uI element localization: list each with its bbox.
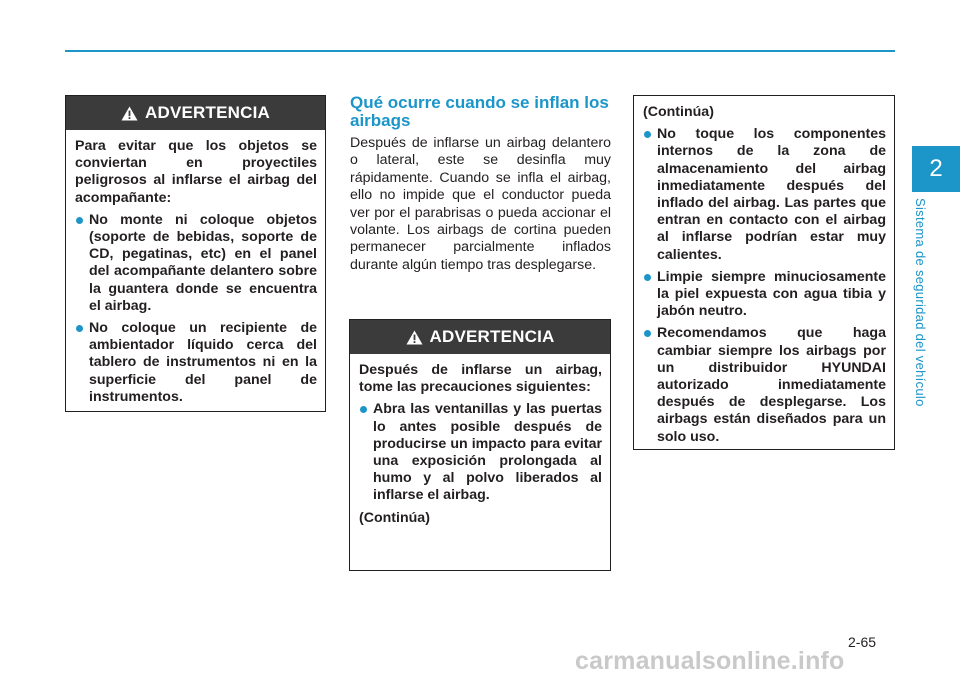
bullet-icon xyxy=(644,274,651,281)
warning-box-right xyxy=(633,95,895,450)
chapter-tab xyxy=(912,146,960,192)
warning-heading xyxy=(350,320,610,354)
bullet-icon xyxy=(644,131,651,138)
list-item xyxy=(643,126,886,264)
list-item xyxy=(359,401,602,504)
warning-body xyxy=(350,354,610,542)
page-number: 2-65 xyxy=(848,634,877,650)
list-item xyxy=(643,325,886,445)
list-item-text: No monte ni coloque objetos (soporte de bebidas, soporte de CD, pegatinas, etc) en el panel del acompañante delantero sobre la guantera donde se encuentra el airbag. xyxy=(89,211,317,314)
warning-list xyxy=(75,212,317,406)
list-item xyxy=(75,320,317,406)
warning-box-middle xyxy=(349,319,611,571)
bullet-icon xyxy=(644,330,651,337)
chapter-number: 2 xyxy=(929,155,943,182)
bullet-icon xyxy=(76,217,83,224)
warning-body xyxy=(66,130,325,421)
top-rule xyxy=(65,50,895,52)
warning-list xyxy=(643,126,886,446)
warning-heading-text: ADVERTENCIA xyxy=(429,327,555,346)
warning-heading xyxy=(66,96,325,130)
warning-intro: Para evitar que los objetos se conviertan en proyectiles peligrosos al inflarse el airbag del acompañante: xyxy=(75,138,317,206)
warning-body xyxy=(634,96,894,461)
watermark[interactable]: carmanualsonline.info xyxy=(575,647,845,675)
warning-list xyxy=(359,401,602,504)
chapter-title: Sistema de seguridad del vehículo xyxy=(913,198,928,407)
continued-from-label: (Continúa) xyxy=(643,104,714,120)
list-item-text: No toque los componentes internos de la zona de almacenamiento del airbag inmediatamente después del inflado del airbag. Las partes que entran en contacto con el airbag al inflarse podrían estar muy calientes. xyxy=(657,126,886,263)
section-paragraph: Después de inflarse un airbag delantero o lateral, este se desinfla muy rápidamente. Cuando se infla el airbag, ello no impide que el conductor pueda ver por el parabrisas o pueda accionar el volante. Los airbags de cortina pueden permanecer parcialmente inflados durante algún tiempo tras desplegarse. xyxy=(350,135,611,273)
list-item xyxy=(643,269,886,321)
warning-intro: Después de inflarse un airbag, tome las precauciones siguientes: xyxy=(359,362,602,396)
continued-label: (Continúa) xyxy=(359,509,430,526)
warning-triangle-icon xyxy=(406,330,423,345)
section-title: Qué ocurre cuando se inflan los airbags xyxy=(350,93,609,130)
warning-heading-text: ADVERTENCIA xyxy=(145,103,270,122)
list-item-text: Limpie siempre minuciosamente la piel expuesta con agua tibia y jabón neutro. xyxy=(657,268,886,320)
section-body xyxy=(350,135,611,274)
list-item xyxy=(75,212,317,315)
bullet-icon xyxy=(360,406,367,413)
list-item-text: No coloque un recipiente de ambientador líquido cerca del tablero de instrumentos ni en la superficie del panel de instrumentos. xyxy=(89,320,317,405)
warning-triangle-icon xyxy=(121,106,138,121)
bullet-icon xyxy=(76,325,83,332)
list-item-text: Recomendamos que haga cambiar siempre los airbags por un distribuidor HYUNDAI autorizado inmediatamente después de desplegarse. Los airbags están diseñados para un solo uso. xyxy=(657,325,886,445)
warning-box-left xyxy=(65,95,326,412)
list-item-text: Abra las ventanillas y las puertas lo antes posible después de producirse un impacto para evitar una exposición prolongada al humo y al polvo liberados al inflarse el airbag. xyxy=(373,401,602,504)
